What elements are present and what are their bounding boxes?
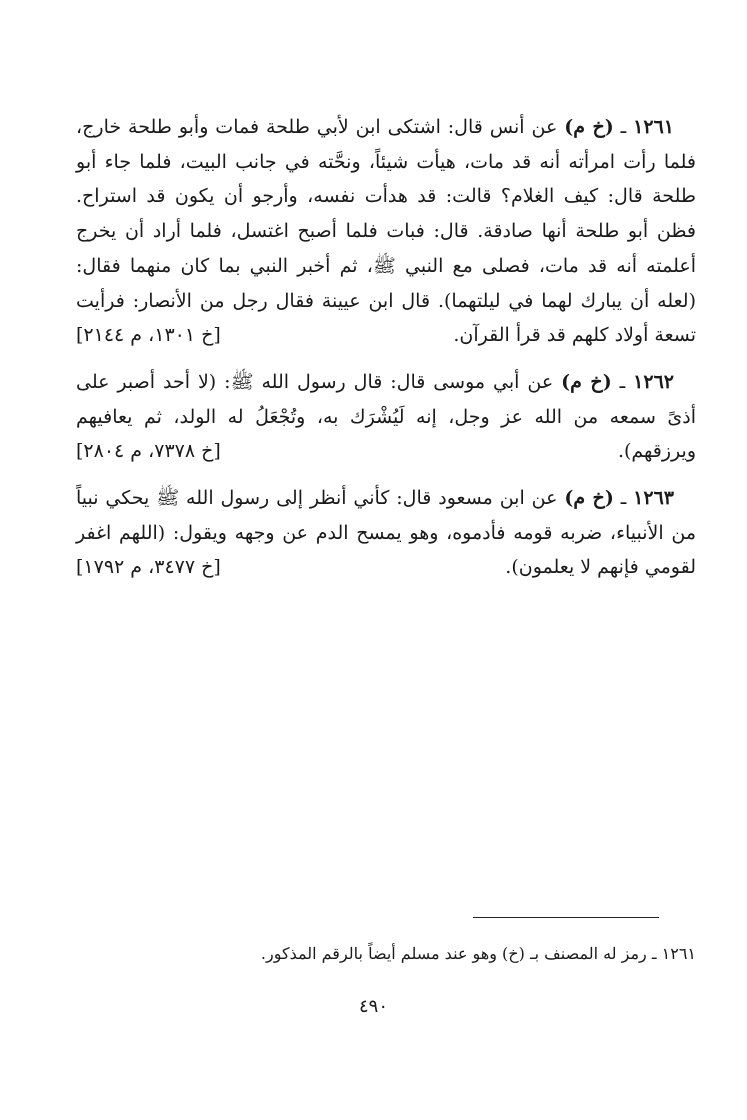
hadith-reference: [خ ١٣٠١، م ٢١٤٤]: [76, 324, 221, 347]
hadith-text: عن ابن مسعود قال: كأني أنظر إلى رسول الله ﷺ يحكي نبياً من الأنبياء، ضربه قومه فأدموه، وهو يمسح الدم عن وجهه ويقول: (اللهم اغفر لقومي فإنهم لا يعلمون).: [76, 487, 696, 579]
hadith-paragraph: [76, 110, 696, 353]
hadith-separator: ـ: [613, 487, 634, 510]
hadith-text: عن أبي موسى قال: قال رسول الله ﷺ: (لا أحد أصبر على أذىً سمعه من الله عز وجل، إنه لَيُشْرَك به، وتُجْعَلُ له الولد، ثم يعافيهم ويرزقهم).: [76, 370, 696, 463]
hadith-number: ١٢٦٣: [633, 487, 674, 510]
hadith-text: عن أنس قال: اشتكى ابن لأبي طلحة فمات وأبو طلحة خارج، فلما رأت امرأته أنه قد مات، هيأت شيئاً، ونحَّته في جانب البيت، فلما جاء أبو طلحة قال: كيف الغلام؟ قالت: قد هدأت نفسه، وأرجو أن يكون قد استراح. فظن أبو طلحة أنها صادقة. قال: فبات فلما أصبح اغتسل، فلما أراد أن يخرج أعلمته أنه قد مات، فصلى مع النبي ﷺ، ثم أخبر النبي بما كان منهما فقال: (لعله أن يبارك لهما في ليلتهما). قال ابن عيينة فقال رجل من الأنصار: فرأيت تسعة أولاد كلهم قد قرأ القرآن.: [76, 116, 696, 347]
hadith-paragraph: [76, 365, 696, 469]
main-text: [76, 110, 696, 597]
hadith-1263: [76, 481, 696, 585]
hadith-reference: [خ ٣٤٧٧، م ١٧٩٢]: [76, 556, 221, 579]
hadith-separator: ـ: [613, 116, 634, 138]
hadith-sources: (خ م): [564, 487, 614, 510]
hadith-sources: (خ م): [561, 370, 612, 393]
hadith-1261: [76, 110, 696, 353]
hadith-paragraph: [76, 481, 696, 585]
hadith-separator: ـ: [611, 370, 634, 393]
page-number: ٤٩٠: [358, 996, 388, 1017]
hadith-number: ١٢٦١: [633, 116, 674, 138]
hadith-reference: [خ ٧٣٧٨، م ٢٨٠٤]: [76, 440, 221, 463]
hadith-number: ١٢٦٢: [633, 370, 674, 393]
hadith-1262: [76, 365, 696, 469]
footnote-divider: [473, 917, 659, 918]
footnote: ١٢٦١ ـ رمز له المصنف بـ (خ) وهو عند مسلم أيضاً بالرقم المذكور.: [260, 944, 696, 963]
hadith-sources: (خ م): [564, 116, 614, 138]
